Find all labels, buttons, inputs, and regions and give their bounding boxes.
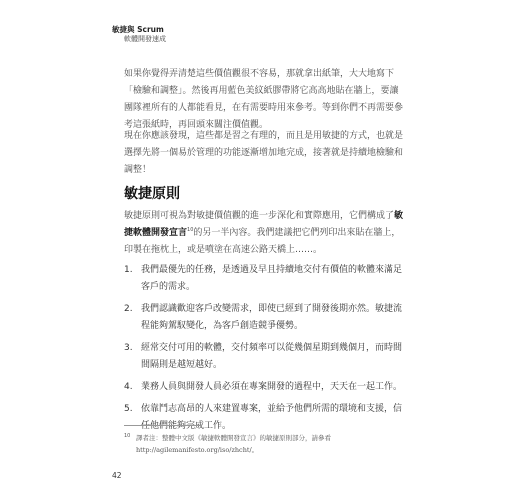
intro-text-after: 的另一半內容。我們建議把它們列印出來貼在牆上，印製在拖枕上，或是噴塗在高速公路天橋上……。 bbox=[124, 228, 401, 255]
principle-item bbox=[124, 401, 406, 435]
intro-paragraph bbox=[124, 208, 406, 259]
page-number: 42 bbox=[112, 471, 122, 480]
footnote-text: 譯者注：整體中文版《敏捷軟體開發宣言》的敏捷原則部分，請參看 bbox=[136, 434, 331, 442]
footnote-divider bbox=[124, 425, 202, 426]
footnote bbox=[124, 432, 406, 456]
principle-number: 5. bbox=[124, 404, 133, 414]
intro-text-before: 敏捷原則可視為對敏捷價值觀的進一步深化和實際應用，它們構成了 bbox=[124, 211, 395, 221]
section-heading: 敏捷原則 bbox=[124, 186, 180, 202]
footnote-mark: 10 bbox=[124, 433, 131, 439]
running-header-subtitle: 軟體開發速成 bbox=[124, 35, 166, 43]
principle-item bbox=[124, 301, 406, 335]
manifesto-title: 敏捷軟體開發宣言 bbox=[124, 211, 404, 238]
principle-number: 1. bbox=[124, 265, 133, 275]
body-paragraph: 如果你覺得弄清楚這些價值觀很不容易，那就拿出紙筆，大大地寫下「檢驗和調整」。然後再用藍色美紋紙膠帶將它高高地貼在牆上，要讓團隊裡所有的人都能看見，在有需要時用來參考。等到你們不再需要參考這張紙時，再回頭來關注價值觀。 bbox=[124, 69, 404, 130]
body-paragraph: 現在你應該發現，這些都是習之有理的，而且是用敏捷的方式，也就是選擇先將一個易於管理的功能逐漸增加地完成，接著就是持續地檢驗和調整！ bbox=[124, 131, 404, 175]
principle-text: 業務人員與開發人員必須在專案開發的過程中，天天在一起工作。 bbox=[141, 382, 403, 392]
footnote-link[interactable]: http://agilemanifesto.org/iso/zhcht/。 bbox=[136, 446, 259, 454]
running-header-title: 敏捷與 Scrum bbox=[112, 25, 164, 34]
principle-number: 3. bbox=[124, 343, 133, 353]
principle-text: 依靠鬥志高昂的人來建置專案，並給予他們所需的環境和支援，信任他們能夠完成工作。 bbox=[141, 404, 403, 431]
principle-text: 我們認識歡迎客戶改變需求，即使已經到了開發後期亦然。敏捷流程能夠駕馭變化，為客戶創造競爭優勢。 bbox=[141, 304, 403, 331]
principle-text: 經常交付可用的軟體，交付頻率可以從幾個星期到幾個月，而時間間隔則是越短越好。 bbox=[141, 343, 403, 370]
principle-item bbox=[124, 262, 406, 296]
footnote-reference[interactable]: 10 bbox=[187, 227, 194, 233]
principle-number: 2. bbox=[124, 304, 133, 314]
principle-item bbox=[124, 340, 406, 374]
principle-text: 我們最優先的任務，是透過及早且持續地交付有價值的軟體來滿足客戶的需求。 bbox=[141, 265, 403, 292]
principle-number: 4. bbox=[124, 382, 133, 392]
principle-item bbox=[124, 379, 406, 396]
principles-list bbox=[124, 262, 406, 440]
